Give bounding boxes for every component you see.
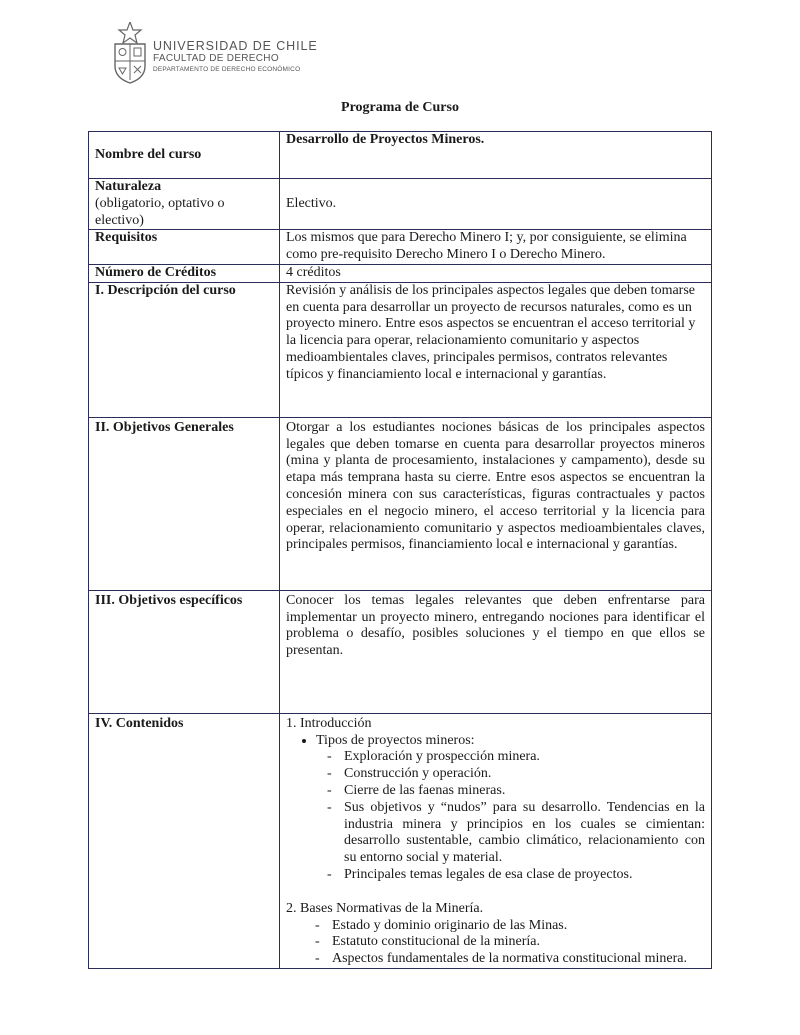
list-item: - Principales temas legales de esa clase de proyectos. [344,867,705,884]
label-description: I. Descripción del curso [89,282,280,417]
contents-bullet-list [286,733,705,884]
row-course-name [89,132,712,179]
list-item [316,733,705,884]
course-program-table [88,131,712,969]
row-nature [89,179,712,230]
value-description: Revisión y análisis de los principales aspectos legales que deben tomarse en cuenta para desarrollar un proyecto de recursos naturales, como es un proyecto minero. Entre esos aspectos se encuentran el acceso territorial y la licencia para operar, relacionamiento comunitario y aspectos medioambientales claves, principales permisos, contratos relevantes típicos y financiamiento local e internacional y garantías. [280,282,712,417]
label-nature-title: Naturaleza [95,179,162,194]
list-item: - Estado y dominio originario de las Minas. [332,918,705,935]
list-item: - Aspectos fundamentales de la normativa constitucional minera. [332,951,705,968]
page-title: Programa de Curso [341,100,459,115]
university-name: UNIVERSIDAD DE CHILE [153,39,318,53]
contents-section-2-list [286,918,705,968]
row-requirements [89,230,712,265]
university-logo [110,22,318,84]
department-name: DEPARTAMENTO DE DERECHO ECONÓMICO [153,66,301,73]
label-credits: Número de Créditos [89,264,280,282]
row-contents [89,713,712,968]
contents-section-1-list [316,749,705,883]
faculty-name: FACULTAD DE DERECHO [153,53,279,64]
label-specific-objectives: III. Objetivos específicos [89,590,280,713]
contents-section-2-heading: 2. Bases Normativas de la Minería. [286,900,484,916]
list-item: - Construcción y operación. [344,766,705,783]
value-requirements: Los mismos que para Derecho Minero I; y, por consiguiente, se elimina como pre-requisito Derecho Minero I o Derecho Minero. [280,230,712,265]
contents-section-1-heading: 1. Introducción [286,715,372,731]
value-credits: 4 créditos [280,264,712,282]
label-nature [89,179,280,230]
value-nature: Electivo. [280,179,712,230]
list-item: - Cierre de las faenas mineras. [344,783,705,800]
list-item: - Estatuto constitucional de la minería. [332,934,705,951]
value-specific-objectives: Conocer los temas legales relevantes que deben enfrentarse para implementar un proyecto minero, entregando nociones para identificar el problema o desafío, posibles soluciones y el tiempo en que ellos se presentan. [280,590,712,713]
value-general-objectives: Otorgar a los estudiantes nociones básicas de los principales aspectos legales que deben tomarse en cuenta para desarrollar proyectos mineros (mina y planta de procesamiento, instalaciones y campamento), desde su etapa más temprana hasta su cierre. Entre esos aspectos se encuentran la concesión minera con sus características, figuras contractuales y pactos especiales en el negocio minero, el acceso territorial y la licencia para operar, relacionamiento comunitario y aspectos medioambientales claves, principales permisos, financiamiento local e internacional y garantías. [280,417,712,590]
row-credits [89,264,712,282]
row-specific-objectives [89,590,712,713]
label-contents: IV. Contenidos [89,713,280,968]
contents-bullet-text: Tipos de proyectos mineros: [316,732,475,748]
label-general-objectives: II. Objetivos Generales [89,417,280,590]
value-contents [280,713,712,968]
row-general-objectives [89,417,712,590]
list-item: - Exploración y prospección minera. [344,749,705,766]
university-crest-icon [110,22,150,84]
label-course-name: Nombre del curso [89,132,280,179]
list-item: - Sus objetivos y “nudos” para su desarrollo. Tendencias en la industria minera y principios en los cuales se cimientan: desarrollo sustentable, cambio climático, relacionamiento con su entorno social y material. [344,800,705,867]
row-description [89,282,712,417]
label-requirements: Requisitos [89,230,280,265]
label-nature-subtitle: (obligatorio, optativo o electivo) [95,195,225,228]
value-course-name: Desarrollo de Proyectos Mineros. [280,132,712,179]
